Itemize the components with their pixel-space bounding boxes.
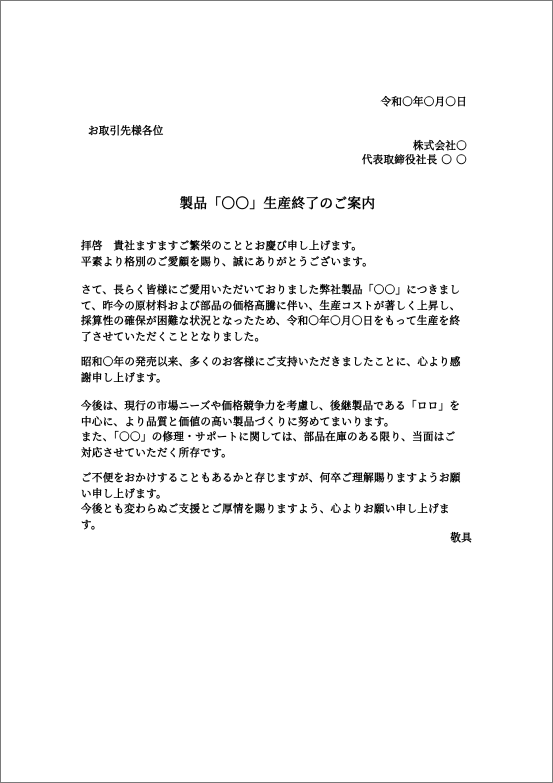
- paragraph-line: 拝啓 貴社ますますご繁栄のこととお慶び申し上げます。: [81, 240, 363, 252]
- paragraph-line: 平素より格別のご愛顧を賜り、誠にありがとうございます。: [81, 255, 374, 268]
- paragraph-announcement: [81, 283, 475, 345]
- paragraph-future: [81, 399, 475, 461]
- paragraph-line: 採算性の確保が困難な状況となったため、令和〇年〇月〇日をもって生産を終: [81, 315, 461, 327]
- paragraph-line: 中心に、より品質と価値の高い製品づくりに努めてまいります。: [81, 415, 395, 428]
- paragraph-line: 対応させていただく所存です。: [81, 446, 233, 459]
- paragraph-line: また、「〇〇」の修理・サポートに関しては、部品在庫のある限り、当面はご: [81, 431, 456, 443]
- paragraph-line: て、昨今の原材料および部品の価格高騰に伴い、生産コストが著しく上昇し、: [81, 299, 461, 312]
- document-title: 製品「〇〇」生産終了のご案内: [179, 196, 376, 212]
- paragraph-line: す。: [81, 518, 102, 531]
- sender-name: 代表取締役社長 〇 〇: [361, 154, 467, 166]
- paragraph-line: さて、長らく皆様にご愛用いただいておりました弊社製品「〇〇」につきまし: [81, 284, 461, 296]
- recipient: お取引先様各位: [88, 125, 164, 137]
- paragraph-line: 了させていただくこととなりました。: [81, 330, 266, 343]
- paragraph-line: 今後とも変わらぬご支援とご厚情を賜りますよう、心よりお願い申し上げま: [81, 503, 450, 515]
- sender-company: 株式会社〇: [413, 140, 467, 152]
- paragraph-greeting: [81, 239, 475, 270]
- closing-keigu: 敬具: [450, 532, 472, 544]
- paragraph-line: 昭和〇年の発売以来、多くのお客様にご支持いただきましたことに、心より感: [81, 356, 461, 368]
- paragraph-line: ご不便をおかけすることもあるかと存じますが、何卒ご理解賜りますようお願: [81, 472, 461, 484]
- paragraph-line: い申し上げます。: [81, 487, 167, 500]
- document-date: 令和〇年〇月〇日: [380, 96, 467, 108]
- paragraph-thanks: [81, 355, 475, 386]
- paragraph-line: 今後は、現行の市場ニーズや価格競争力を考慮し、後継製品である「ロロ」を: [81, 400, 461, 412]
- paragraph-closing: [81, 471, 475, 533]
- paragraph-line: 謝申し上げます。: [81, 371, 167, 384]
